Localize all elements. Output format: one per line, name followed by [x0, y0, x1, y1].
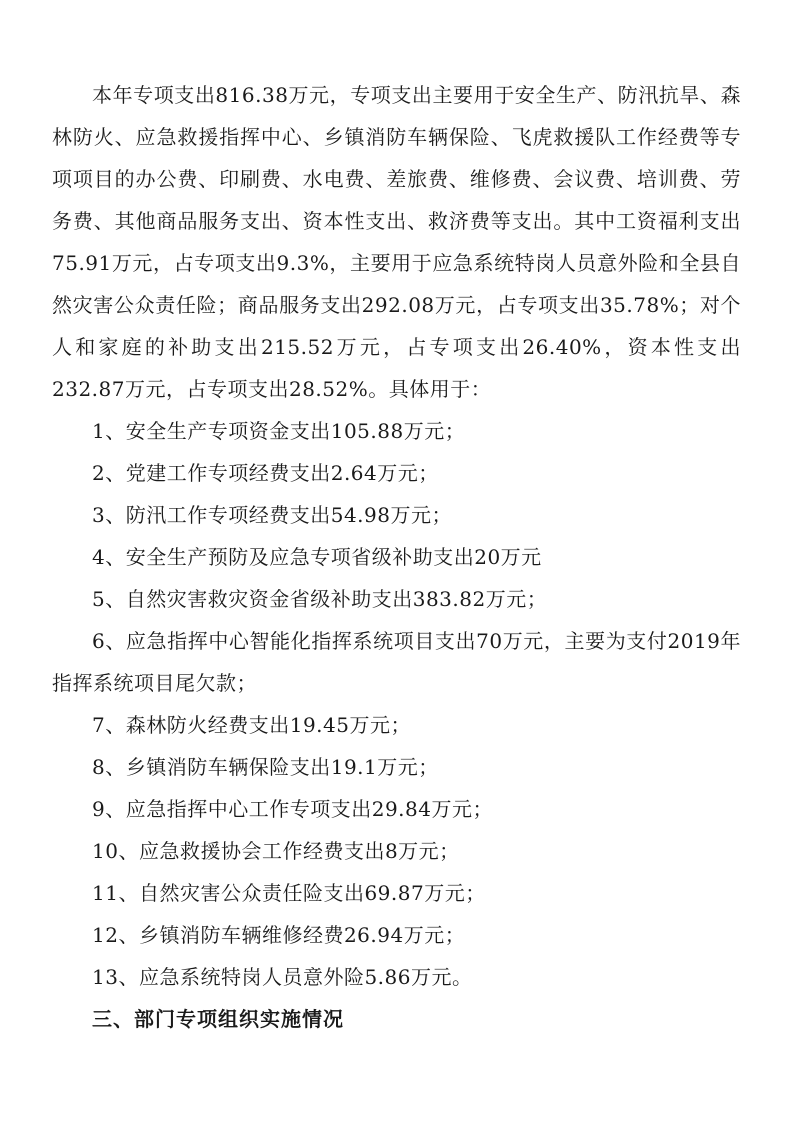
- list-item-10: 10、应急救援协会工作经费支出8万元；: [92, 839, 460, 863]
- list-item-9: 9、应急指挥中心工作专项支出29.84万元；: [92, 797, 493, 821]
- list-item-13: 13、应急系统特岗人员意外险5.86万元。: [92, 965, 473, 989]
- list-item-3: 3、防汛工作专项经费支出54.98万元；: [92, 503, 452, 527]
- list-item-2: 2、党建工作专项经费支出2.64万元；: [92, 461, 439, 485]
- list-item-12: 12、乡镇消防车辆维修经费26.94万元；: [92, 923, 466, 947]
- list-item-4: 4、安全生产预防及应急专项省级补助支出20万元: [92, 545, 542, 569]
- list-item-11: 11、自然灾害公众责任险支出69.87万元；: [92, 881, 486, 905]
- list-item-7: 7、森林防火经费支出19.45万元；: [92, 713, 411, 737]
- intro-paragraph: 本年专项支出816.38万元，专项支出主要用于安全生产、防汛抗旱、森林防火、应急救援指挥中心、乡镇消防车辆保险、飞虎救援队工作经费等专项项目的办公费、印刷费、水电费、差旅费、维修费、会议费、培训费、劳务费、其他商品服务支出、资本性支出、救济费等支出。其中工资福利支出75.91万元，占专项支出9.3%，主要用于应急系统特岗人员意外险和全县自然灾害公众责任险；商品服务支出292.08万元，占专项支出35.78%；对个人和家庭的补助支出215.52万元，占专项支出26.40%，资本性支出232.87万元，占专项支出28.52%。具体用于：: [52, 83, 741, 401]
- list-item-6: 6、应急指挥中心智能化指挥系统项目支出70万元，主要为支付2019年指挥系统项目尾欠款；: [52, 629, 741, 695]
- list-item-8: 8、乡镇消防车辆保险支出19.1万元；: [92, 755, 439, 779]
- list-item-5: 5、自然灾害救灾资金省级补助支出383.82万元；: [92, 587, 548, 611]
- section-heading: 三、部门专项组织实施情况: [92, 1007, 344, 1031]
- document-page: [52, 74, 741, 1040]
- list-item-1: 1、安全生产专项资金支出105.88万元；: [92, 419, 466, 443]
